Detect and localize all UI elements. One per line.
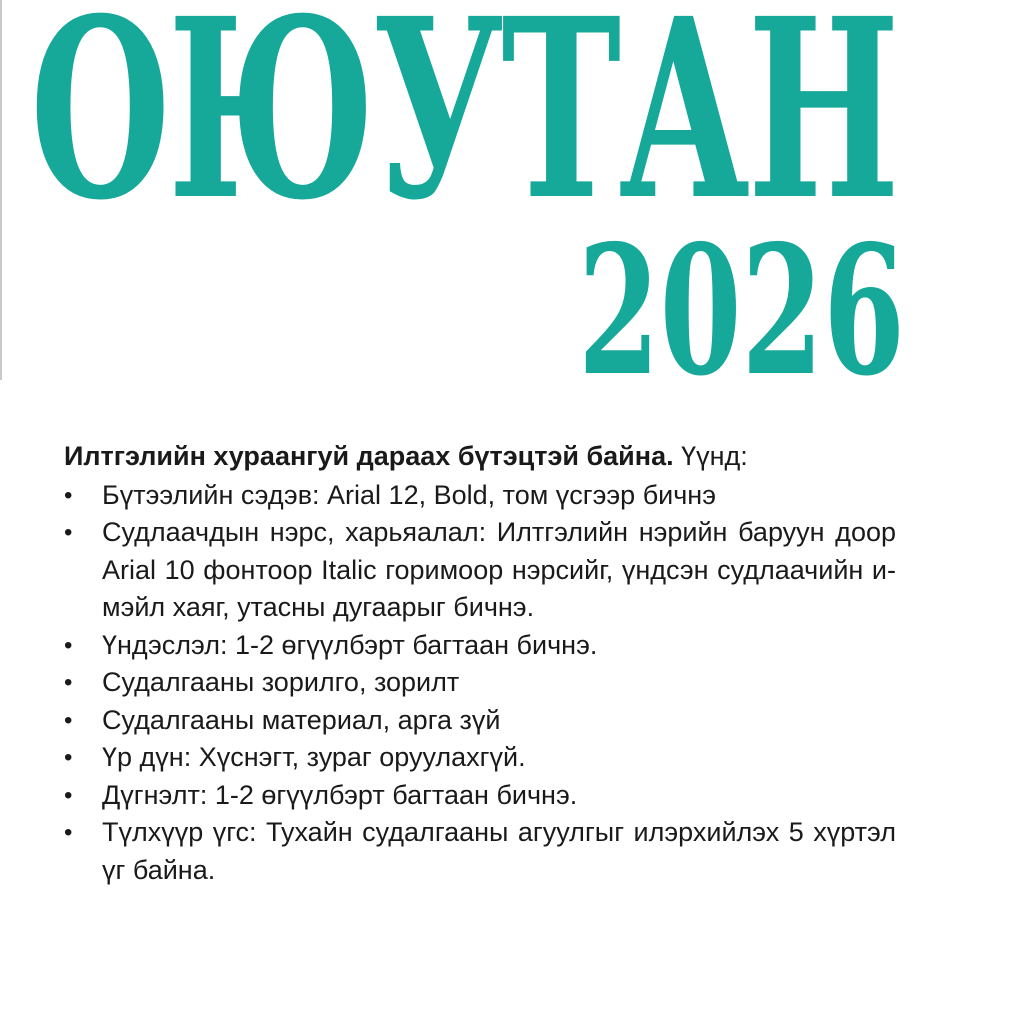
requirements-list bbox=[64, 477, 896, 890]
list-item bbox=[64, 477, 896, 515]
left-edge-rule bbox=[0, 0, 2, 380]
list-item-text: Үр дүн: Хүснэгт, зураг оруулахгүй. bbox=[102, 742, 526, 772]
bullet-icon: • bbox=[64, 744, 73, 771]
bullet-icon: • bbox=[64, 819, 73, 846]
list-item-text: Үндэслэл: 1-2 өгүүлбэрт багтаан бичнэ. bbox=[102, 629, 598, 660]
list-item bbox=[64, 777, 896, 815]
abstract-structure-text bbox=[64, 438, 896, 889]
list-item-text: Дүгнэлт: 1-2 өгүүлбэрт багтаан бичнэ. bbox=[102, 779, 578, 810]
intro-bold-text: Илтгэлийн хураангуй дараах бүтэцтэй байна. bbox=[64, 441, 674, 471]
page-title-year: 2026 bbox=[578, 206, 905, 415]
bullet-icon: • bbox=[64, 481, 73, 509]
list-item bbox=[64, 814, 896, 889]
bullet-icon: • bbox=[64, 519, 73, 546]
bullet-icon: • bbox=[64, 631, 73, 659]
bullet-icon: • bbox=[64, 781, 73, 809]
list-item-text: Судлаачдын нэрс, харьяалал: Илтгэлийн нэрийн баруун доор Arial 10 фонтоор Italic горимоор нэрсийг, үндсэн судлаачийн и-мэйл хаяг, утасны дугаарыг бичнэ. bbox=[102, 517, 896, 622]
intro-paragraph bbox=[64, 438, 896, 476]
list-item bbox=[64, 702, 896, 740]
list-item-text: Түлхүүр үгс: Тухайн судалгааны агуулгыг илэрхийлэх 5 хүртэл үг байна. bbox=[102, 817, 896, 885]
list-item-text: Судалгааны материал, арга зүй bbox=[102, 704, 501, 735]
list-item bbox=[64, 739, 896, 777]
page-title: ОЮУТАН bbox=[30, 0, 898, 255]
list-item bbox=[64, 627, 896, 665]
list-item-text: Судалгааны зорилго, зорилт bbox=[102, 667, 460, 697]
bullet-icon: • bbox=[64, 706, 73, 734]
list-item bbox=[64, 664, 896, 702]
bullet-icon: • bbox=[64, 669, 73, 696]
intro-rest-text: Үүнд: bbox=[673, 441, 748, 471]
list-item-text: Бүтээлийн сэдэв: Arial 12, Bold, том үсгээр бичнэ bbox=[102, 479, 716, 510]
list-item bbox=[64, 514, 896, 627]
